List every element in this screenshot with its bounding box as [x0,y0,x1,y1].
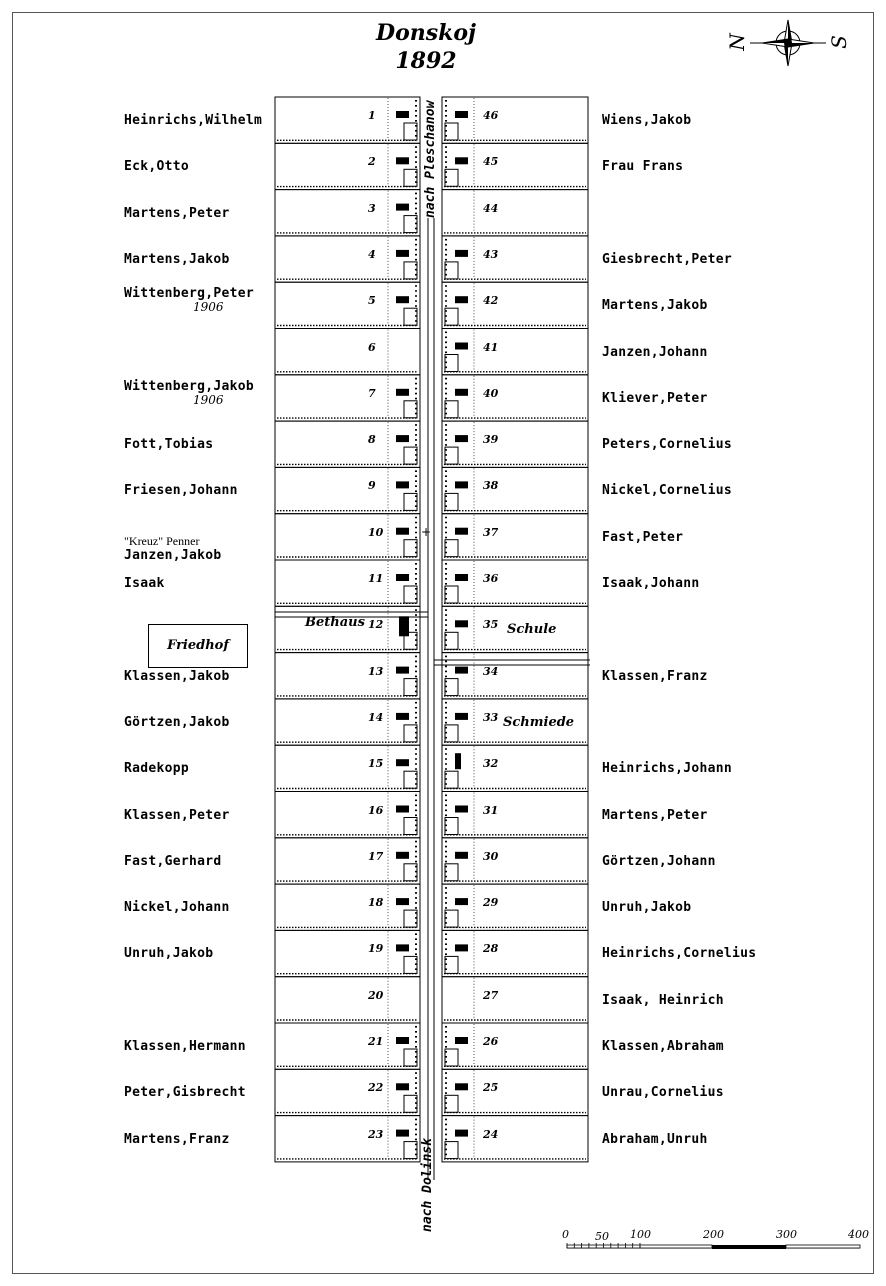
lot-number-35: 35 [483,618,499,632]
lot-number-11: 11 [368,572,384,585]
lot-number-43: 43 [483,247,499,261]
lot-outline [275,1116,420,1162]
lot-number-28: 28 [483,942,499,956]
lot-number-19: 19 [368,942,384,956]
lot-outline [275,514,420,560]
scale-tick-0: 0 [562,1228,569,1241]
lot-number-25: 25 [483,1081,499,1095]
owner-name-left: Klassen,Hermann [124,1039,246,1054]
lot-outline [442,745,588,791]
house [396,574,409,581]
house [396,157,409,164]
lot-number-5: 5 [368,294,376,308]
lot-outline [442,560,588,606]
lot-number-37: 37 [483,525,499,539]
house [455,944,468,951]
lot-outline [275,745,420,791]
house [396,1130,409,1137]
owner-name-right: Peters,Cornelius [602,437,733,453]
owner-name-left: Martens,Franz [124,1131,230,1147]
house [455,111,468,118]
house [396,1037,409,1044]
owner-name-right: Isaak,Johann [602,576,700,591]
lot-year: 1906 [193,392,224,407]
lot-outline [275,467,420,513]
lot-number-12: 12 [368,618,384,632]
house [455,667,468,674]
lot-number-10: 10 [368,525,384,539]
house [455,753,461,769]
lot-number-2: 2 [368,155,376,169]
lot-outline [442,1116,588,1162]
cemetery-label: Friedhof [167,638,229,653]
lot-outline [442,190,588,236]
lot-number-14: 14 [368,710,384,724]
lot-number-13: 13 [368,664,384,678]
lot-outline [275,143,420,189]
lot-outline [275,699,420,745]
house [396,806,409,813]
lot-outline [442,792,588,838]
house [396,852,409,859]
lot-number-6: 6 [368,340,376,354]
lot-number-26: 26 [483,1035,499,1048]
owner-name-right: Abraham,Unruh [602,1131,708,1147]
owner-name-left: Wittenberg,Peter [124,286,255,302]
owner-name-right: Janzen,Johann [602,344,708,360]
lot-number-41: 41 [483,340,499,354]
house [396,204,409,211]
lot-number-31: 31 [483,803,499,817]
owner-name-right: Klassen,Abraham [602,1039,724,1054]
owner-note: "Kreuz" Penner [124,533,200,548]
lot-number-21: 21 [368,1035,384,1048]
lot-number-32: 32 [483,757,499,771]
lot-number-20: 20 [368,988,384,1002]
lot-number-1: 1 [368,109,376,122]
owner-name-right: Frau Frans [602,159,684,175]
owner-name-left: Martens,Jakob [124,251,230,267]
owner-name-left: Heinrichs,Wilhelm [124,113,263,128]
house [455,852,468,859]
house [455,481,468,488]
owner-name-right: Unruh,Jakob [602,900,692,916]
owner-name-right: Kliever,Peter [602,390,708,406]
lot-outline [442,236,588,282]
lot-outline [442,930,588,976]
lot-outline [442,514,588,560]
lot-outline [442,375,588,421]
scale-tick-400: 400 [848,1228,869,1241]
house [396,389,409,396]
lot-outline [275,421,420,467]
lot-number-34: 34 [483,664,499,678]
building-label-schmiede: Schmiede [503,714,575,730]
owner-name-right: Nickel,Cornelius [602,483,733,499]
road-label-south: nach Dolinsk [420,1138,435,1232]
owner-name-left: Wittenberg,Jakob [124,378,255,394]
lot-outline [275,375,420,421]
lot-number-23: 23 [368,1127,384,1141]
lot-outline [442,329,588,375]
lot-outline [275,884,420,930]
owner-name-left: Eck,Otto [124,159,190,175]
owner-name-left: Klassen,Jakob [124,668,230,684]
house [455,435,468,442]
lot-number-27: 27 [483,988,499,1002]
lot-outline [442,143,588,189]
map-title: Donskoj [375,20,476,46]
owner-name-left: Nickel,Johann [124,900,230,916]
house [455,1083,468,1090]
house [396,481,409,488]
lot-outline [275,97,420,143]
scale-tick-300: 300 [776,1228,797,1241]
owner-name-left: Friesen,Johann [124,483,238,499]
lot-number-42: 42 [483,294,499,308]
lot-number-30: 30 [483,849,499,863]
lot-number-24: 24 [483,1127,499,1141]
lot-outline [275,977,420,1023]
road-label-north: nach Pleschanow [423,100,438,218]
lot-outline [275,190,420,236]
house [396,759,409,766]
cemetery-box [148,624,248,668]
lot-number-45: 45 [483,155,499,169]
house [396,296,409,303]
grave-cross-icon: + [421,525,432,539]
lot-number-29: 29 [483,896,499,910]
lot-outline [442,977,588,1023]
scale-tick-100: 100 [630,1228,651,1241]
house [455,713,468,720]
owner-name-right: Fast,Peter [602,529,684,545]
lot-outline [275,838,420,884]
lot-number-40: 40 [483,386,499,400]
owner-name-right: Giesbrecht,Peter [602,251,733,267]
lot-outline [275,236,420,282]
owner-name-right: Heinrichs,Johann [602,761,733,777]
owner-name-right: Martens,Peter [602,807,708,823]
house [455,898,468,905]
lot-number-16: 16 [368,803,384,817]
lot-outline [442,884,588,930]
house [455,296,468,303]
house [396,713,409,720]
lot-outline [442,97,588,143]
house [455,1130,468,1137]
lot-number-3: 3 [368,201,376,215]
building-label-bethaus: Bethaus [305,615,365,631]
lot-number-9: 9 [368,479,376,493]
owner-name-left: Fast,Gerhard [124,853,222,869]
lot-number-18: 18 [368,896,384,910]
house [396,898,409,905]
lot-number-8: 8 [368,433,376,447]
house [455,1037,468,1044]
owner-name-left: Janzen,Jakob [124,547,222,563]
lot-number-39: 39 [483,433,499,447]
lot-number-36: 36 [483,572,499,585]
owner-name-left: Unruh,Jakob [124,946,214,962]
owner-name-right: Klassen,Franz [602,668,708,684]
compass-south-label: S [826,35,851,49]
lot-outline [442,282,588,328]
lot-number-44: 44 [483,201,499,215]
owner-name-right: Unrau,Cornelius [602,1085,724,1101]
house [396,667,409,674]
lot-number-22: 22 [368,1081,384,1095]
house [396,1083,409,1090]
house [455,620,468,627]
lot-number-15: 15 [368,757,384,771]
house [396,944,409,951]
scale-tick-200: 200 [703,1228,724,1241]
building-label-schule: Schule [507,622,557,638]
owner-name-left: Fott,Tobias [124,437,214,453]
house [455,528,468,535]
lot-outline [442,421,588,467]
scale-bar [560,1228,870,1258]
scale-tick-50: 50 [595,1230,609,1243]
house [396,435,409,442]
owner-name-left: Martens,Peter [124,205,230,221]
compass-north-label: N [724,33,749,51]
lot-outline [275,560,420,606]
house [455,389,468,396]
lot-outline [275,1023,420,1069]
lot-year: 1906 [193,300,224,315]
owner-name-right: Görtzen,Johann [602,853,716,869]
house [396,111,409,118]
lot-number-46: 46 [483,109,499,122]
owner-name-left: Isaak [124,576,165,591]
house [396,528,409,535]
lot-outline [275,329,420,375]
lot-outline [275,930,420,976]
owner-name-right: Martens,Jakob [602,298,708,314]
lot-outline [442,1069,588,1115]
lot-outline [275,1069,420,1115]
owner-name-left: Klassen,Peter [124,807,230,823]
owner-name-left: Radekopp [124,761,190,777]
owner-name-right: Heinrichs,Cornelius [602,946,757,962]
lot-outline [275,653,420,699]
lot-number-17: 17 [368,849,384,863]
house [455,806,468,813]
lot-outline [442,1023,588,1069]
lot-outline [442,467,588,513]
owner-name-right: Isaak, Heinrich [602,992,724,1008]
house [455,157,468,164]
house [455,343,468,350]
owner-name-left: Peter,Gisbrecht [124,1085,246,1101]
house [455,250,468,257]
owner-name-left: Görtzen,Jakob [124,714,230,730]
lot-number-33: 33 [483,710,499,724]
map-year: 1892 [395,48,457,74]
house [396,250,409,257]
lot-number-4: 4 [368,247,376,261]
house [455,574,468,581]
lot-number-38: 38 [483,479,499,493]
lot-outline [442,838,588,884]
lot-outline [275,792,420,838]
lot-outline [275,282,420,328]
lot-number-7: 7 [368,386,376,400]
owner-name-right: Wiens,Jakob [602,113,692,128]
